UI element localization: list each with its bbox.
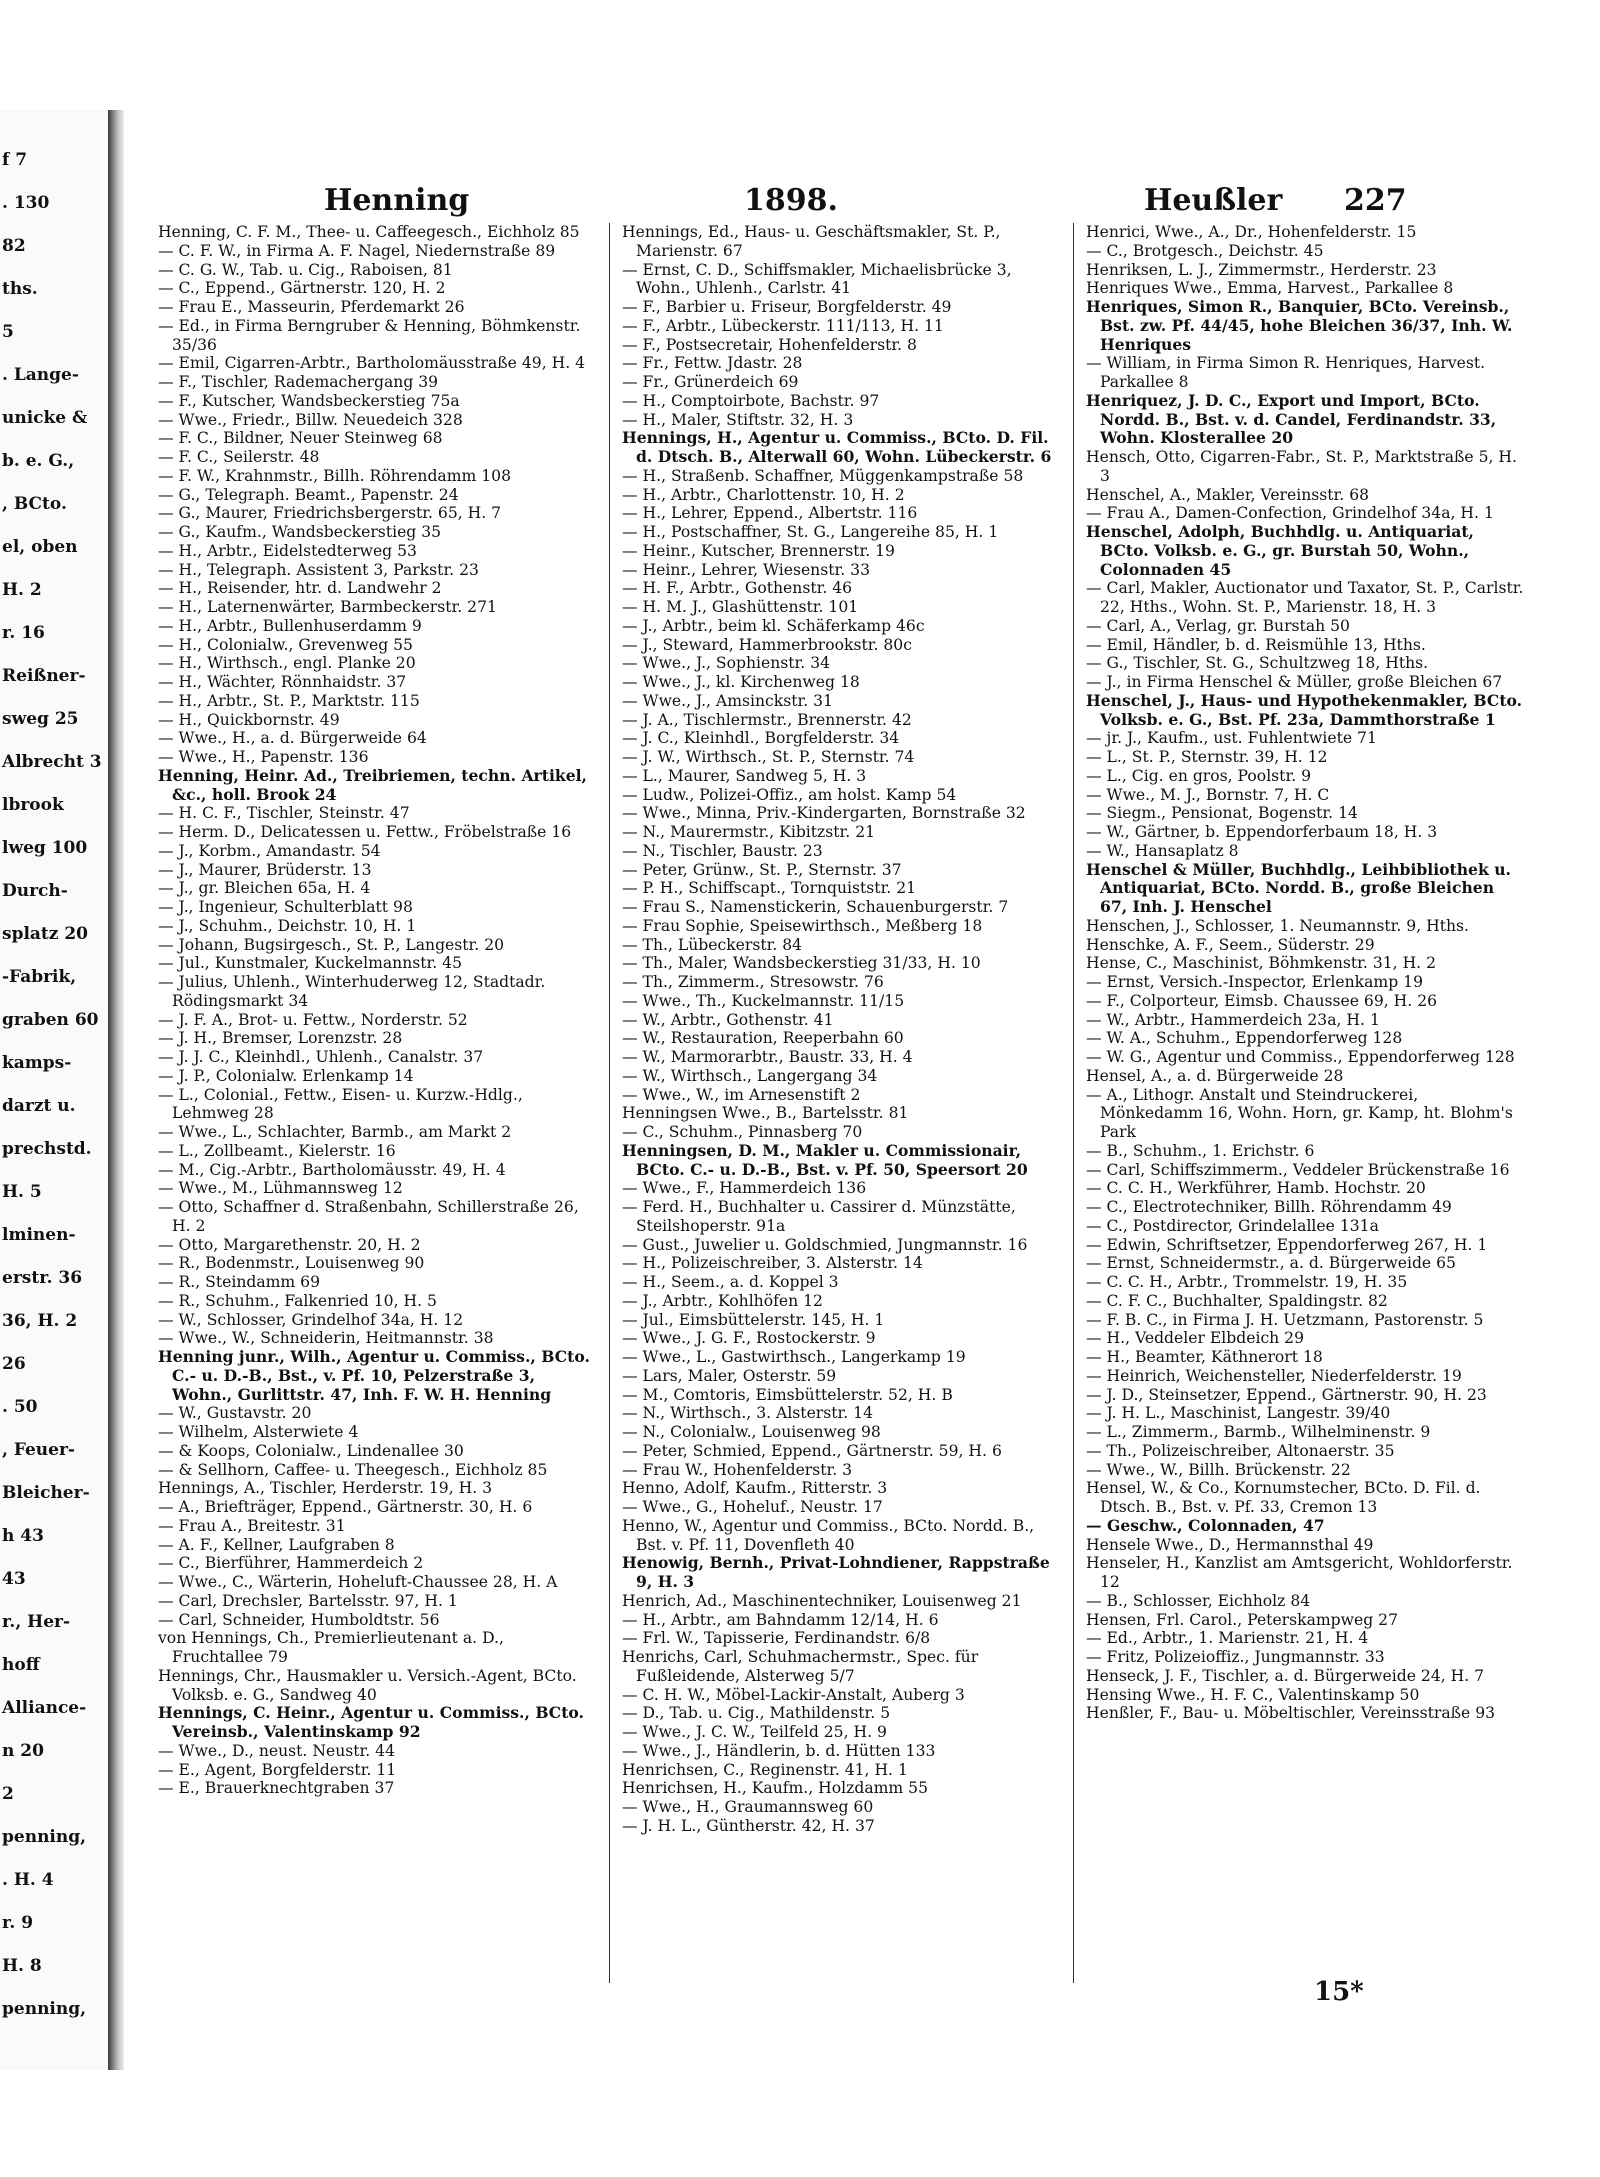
directory-entry: — Frau A., Breitestr. 31 (158, 1516, 346, 1535)
directory-entry: — H., Lehrer, Eppend., Albertstr. 116 (622, 504, 918, 523)
directory-page (124, 125, 1524, 2065)
directory-entry: — Wwe., J. G. F., Rostockerstr. 9 (622, 1329, 876, 1348)
directory-entry: — Carl, Drechsler, Bartelsstr. 97, H. 1 (158, 1591, 458, 1610)
directory-entry: — C., Electrotechniker, Billh. Röhrendamm 49 (1086, 1198, 1452, 1216)
directory-entry: — Wwe., M. J., Bornstr. 7, H. C (1086, 785, 1330, 804)
directory-entry: — J. C., Kleinhdl., Borgfelderstr. 34 (622, 729, 900, 748)
directory-entry: — J., Steward, Hammerbrookstr. 80c (622, 635, 912, 654)
directory-entry: Hensen, Frl. Carol., Peterskampweg 27 (1086, 1610, 1399, 1629)
directory-entry: — Th., Polizeischreiber, Altonaerstr. 35 (1086, 1441, 1395, 1460)
directory-entry: — J., in Firma Henschel & Müller, große Bleichen 67 (1086, 673, 1503, 691)
directory-entry: — Carl, Schiffszimmerm., Veddeler Brückenstraße 16 (1086, 1160, 1510, 1179)
directory-entry: — Carl, A., Verlag, gr. Burstah 50 (1086, 616, 1350, 635)
directory-entry: — J., Schuhm., Deichstr. 10, H. 1 (158, 916, 417, 935)
header-first-name: Henning (324, 183, 470, 218)
directory-entry: Henning, Heinr. Ad., Treibriemen, techn. Artikel, &c., holl. Brook 24 (158, 765, 587, 804)
directory-entry: — F., Postsecretair, Hohenfelderstr. 8 (622, 335, 917, 354)
directory-entry: — L., St. P., Sternstr. 39, H. 12 (1086, 748, 1328, 766)
directory-entry: — F., Colporteur, Eimsb. Chaussee 69, H. 26 (1086, 991, 1438, 1010)
directory-entry: — Wwe., L., Gastwirthsch., Langerkamp 19 (622, 1348, 966, 1366)
directory-entry: — G., Kaufm., Wandsbeckerstieg 35 (158, 523, 442, 541)
column-divider (609, 223, 610, 1983)
directory-entry: Henno, W., Agentur und Commiss., BCto. Nordd. B., Bst. v. Pf. 11, Dovenfleth 40 (622, 1516, 1035, 1554)
previous-page-fragment: splatz 20 (2, 924, 89, 944)
directory-entry: — C., Eppend., Gärtnerstr. 120, H. 2 (158, 279, 446, 298)
directory-entry: — B., Schlosser, Eichholz 84 (1086, 1591, 1311, 1610)
previous-page-fragment: hoff (2, 1655, 40, 1675)
directory-entry: — H., Wächter, Rönnhaidstr. 37 (158, 673, 407, 691)
directory-entry: — W., Wirthsch., Langergang 34 (622, 1066, 878, 1085)
directory-entry: Hensel, W., & Co., Kornumstecher, BCto. D. Fil. d. Dtsch. B., Bst. v. Pf. 33, Cremon 13 (1086, 1479, 1481, 1516)
previous-page-fragment: Durch- (2, 881, 68, 901)
directory-entry: — H., Laternenwärter, Barmbeckerstr. 271 (158, 598, 497, 616)
previous-page-fragment: H. 8 (2, 1956, 42, 1976)
directory-entry: — J., Ingenieur, Schulterblatt 98 (158, 898, 413, 916)
directory-entry: — M., Cig.-Arbtr., Bartholomäusstr. 49, H. 4 (158, 1160, 506, 1179)
directory-entry: Henningsen, D. M., Makler u. Commissionair, BCto. C.- u. D.-B., Bst. v. Pf. 50, Speersort 20 (622, 1140, 1028, 1179)
directory-entry: — Wwe., H., Graumannsweg 60 (622, 1798, 874, 1816)
directory-entry: — J. D., Steinsetzer, Eppend., Gärtnerstr. 90, H. 23 (1086, 1385, 1487, 1404)
directory-entry: — Fritz, Polizeioffiz., Jungmannstr. 33 (1086, 1648, 1385, 1666)
directory-entry: Henschel, J., Haus- und Hypothekenmakler, BCto. Volksb. e. G., Bst. Pf. 23a, Dammthorstraße 1 (1086, 690, 1523, 729)
previous-page-fragment: r. 9 (2, 1913, 34, 1933)
directory-entry: — J. H., Bremser, Lorenzstr. 28 (158, 1029, 403, 1048)
directory-entry: Hennings, C. Heinr., Agentur u. Commiss., BCto. Vereinsb., Valentinskamp 92 (158, 1703, 584, 1741)
directory-entry: — J. P., Colonialw. Erlenkamp 14 (158, 1066, 414, 1085)
previous-page-fragment: Albrecht 3 (2, 752, 102, 772)
directory-entry: — Heinr., Lehrer, Wiesenstr. 33 (622, 560, 870, 579)
directory-entry: — Lars, Maler, Osterstr. 59 (622, 1366, 837, 1385)
previous-page-fragment: darzt u. (2, 1096, 76, 1116)
directory-entry: — Ludw., Polizei-Offiz., am holst. Kamp 54 (622, 785, 957, 804)
previous-page-fragment: h 43 (2, 1526, 44, 1546)
directory-entry: — W., Hansaplatz 8 (1086, 841, 1239, 860)
directory-entry: — Fr., Fettw. Jdastr. 28 (622, 354, 803, 373)
directory-entry: Henrici, Wwe., A., Dr., Hohenfelderstr. 15 (1086, 223, 1417, 241)
directory-entry: — F. C., Seilerstr. 48 (158, 448, 320, 466)
directory-entry: — Wwe., M., Lühmannsweg 12 (158, 1179, 403, 1198)
directory-entry: — Wwe., G., Hoheluf., Neustr. 17 (622, 1498, 883, 1516)
directory-entry: Henßler, F., Bau- u. Möbeltischler, Vereinsstraße 93 (1086, 1704, 1496, 1723)
directory-entry: — jr. J., Kaufm., ust. Fuhlentwiete 71 (1086, 729, 1377, 748)
previous-page-fragment: , Feuer- (2, 1440, 75, 1460)
column-1 (158, 223, 598, 1983)
directory-entry: Henningsen Wwe., B., Bartelsstr. 81 (622, 1104, 909, 1123)
directory-entry: — J. J. C., Kleinhdl., Uhlenh., Canalstr. 37 (158, 1048, 484, 1066)
directory-entry: — L., Zimmerm., Barmb., Wilhelminenstr. 9 (1086, 1423, 1431, 1441)
directory-entry: — E., Agent, Borgfelderstr. 11 (158, 1760, 397, 1779)
directory-entry: — W., Gärtner, b. Eppendorferbaum 18, H. 3 (1086, 823, 1438, 841)
previous-page-fragment: , BCto. (2, 494, 67, 514)
directory-entry: — Wilhelm, Alsterwiete 4 (158, 1423, 359, 1441)
previous-page-fragment: b. e. G., (2, 451, 75, 471)
directory-entry: — Ernst, C. D., Schiffsmakler, Michaelisbrücke 3, Wohn., Uhlenh., Carlstr. 41 (622, 260, 1012, 298)
signature-mark: 15* (1314, 1977, 1364, 2007)
directory-entry: — Carl, Schneider, Humboldtstr. 56 (158, 1610, 440, 1629)
directory-entry: Hennings, Ed., Haus- u. Geschäftsmakler, St. P., Marienstr. 67 (622, 223, 1001, 260)
directory-entry: — Wwe., W., Billh. Brückenstr. 22 (1086, 1460, 1351, 1479)
directory-entry: — Wwe., H., Papenstr. 136 (158, 748, 369, 766)
directory-entry: — F. B. C., in Firma J. H. Uetzmann, Pastorenstr. 5 (1086, 1310, 1484, 1329)
previous-page-fragment: . H. 4 (2, 1870, 54, 1890)
directory-entry: — Frl. W., Tapisserie, Ferdinandstr. 6/8 (622, 1629, 931, 1648)
directory-entry: — Fr., Grünerdeich 69 (622, 373, 799, 391)
directory-entry: von Hennings, Ch., Premierlieutenant a. D., Fruchtallee 79 (158, 1629, 504, 1666)
directory-entry: — F., Barbier u. Friseur, Borgfelderstr. 49 (622, 298, 952, 316)
directory-entry: Henriksen, L. J., Zimmermstr., Herderstr. 23 (1086, 260, 1437, 279)
directory-entry: — F., Tischler, Rademachergang 39 (158, 373, 439, 391)
directory-entry: — C., Postdirector, Grindelallee 131a (1086, 1216, 1379, 1235)
directory-entry: — H. F., Arbtr., Gothenstr. 46 (622, 579, 853, 598)
directory-entry: — Wwe., C., Wärterin, Hoheluft-Chaussee 28, H. A (158, 1573, 558, 1591)
directory-entry: — Th., Maler, Wandsbeckerstieg 31/33, H. 10 (622, 954, 981, 973)
directory-entry: — W., Marmorarbtr., Baustr. 33, H. 4 (622, 1048, 913, 1066)
header-last-name: Heußler (1144, 183, 1283, 218)
column-3 (1086, 223, 1526, 1983)
directory-entry: Henseck, J. F., Tischler, a. d. Bürgerweide 24, H. 7 (1086, 1666, 1485, 1685)
directory-entry: — H., Seem., a. d. Koppel 3 (622, 1273, 839, 1291)
directory-entry: — Peter, Grünw., St. P., Sternstr. 37 (622, 860, 902, 879)
directory-entry: — W., Gustavstr. 20 (158, 1404, 312, 1423)
directory-entry: — Johann, Bugsirgesch., St. P., Langestr. 20 (158, 935, 505, 954)
directory-entry: Hense, C., Maschinist, Böhmkenstr. 31, H. 2 (1086, 954, 1437, 973)
directory-entry: — H., Straßenb. Schaffner, Müggenkampstraße 58 (622, 466, 1024, 485)
previous-page-fragment: kamps- (2, 1053, 72, 1073)
directory-entry: — Julius, Uhlenh., Winterhuderweg 12, Stadtadr. Rödingsmarkt 34 (158, 973, 546, 1010)
directory-entry: — Herm. D., Delicatessen u. Fettw., Fröbelstraße 16 (158, 823, 572, 841)
directory-entry: — Wwe., L., Schlachter, Barmb., am Markt 2 (158, 1123, 512, 1141)
previous-page-fragment: lweg 100 (2, 838, 88, 858)
book-gutter (108, 110, 124, 2070)
directory-entry: — H., Arbtr., St. P., Marktstr. 115 (158, 691, 420, 710)
directory-entry: — W., Arbtr., Hammerdeich 23a, H. 1 (1086, 1010, 1380, 1029)
directory-entry: — H., Wirthsch., engl. Planke 20 (158, 654, 416, 673)
directory-entry: — Otto, Schaffner d. Straßenbahn, Schillerstraße 26, H. 2 (158, 1198, 579, 1235)
previous-page-fragment: prechstd. (2, 1139, 92, 1159)
directory-entry: — J., Arbtr., Kohlhöfen 12 (622, 1291, 823, 1310)
directory-entry: — J. H. L., Güntherstr. 42, H. 37 (622, 1816, 875, 1835)
directory-entry: — Frau W., Hohenfelderstr. 3 (622, 1460, 853, 1479)
directory-entry: Henschel & Müller, Buchhdlg., Leihbibliothek u. Antiquariat, BCto. Nordd. B., große Bleichen 67, Inh. J. Henschel (1086, 859, 1511, 916)
directory-entry: — J., Korbm., Amandastr. 54 (158, 841, 381, 860)
directory-entry: Hennings, Chr., Hausmakler u. Versich.-Agent, BCto. Volksb. e. G., Sandweg 40 (158, 1666, 577, 1704)
previous-page-fragment: 43 (2, 1569, 26, 1589)
directory-entry: — F., Kutscher, Wandsbeckerstieg 75a (158, 391, 460, 410)
directory-entry: — Heinrich, Weichensteller, Niederfelderstr. 19 (1086, 1366, 1462, 1385)
previous-page-fragment: erstr. 36 (2, 1268, 83, 1288)
directory-entry: — N., Maurermstr., Kibitzstr. 21 (622, 823, 876, 841)
previous-page-fragment: lbrook (2, 795, 64, 815)
directory-entry: Henning junr., Wilh., Agentur u. Commiss., BCto. C.- u. D.-B., Bst., v. Pf. 10, Pelzerstraße 3, Wohn., Gurlittstr. 47, Inh. F. W. H. Henning (158, 1347, 590, 1404)
directory-entry: Henschke, A. F., Seem., Süderstr. 29 (1086, 935, 1375, 954)
directory-entry: — Wwe., J., Sophienstr. 34 (622, 654, 831, 673)
directory-entry: — Frau E., Masseurin, Pferdemarkt 26 (158, 298, 465, 316)
directory-entry: — J., gr. Bleichen 65a, H. 4 (158, 879, 371, 898)
directory-entry: — Edwin, Schriftsetzer, Eppendorferweg 267, H. 1 (1086, 1235, 1488, 1254)
directory-entry: — W. A., Schuhm., Eppendorferweg 128 (1086, 1029, 1403, 1048)
previous-page-fragment: ths. (2, 279, 38, 299)
directory-entry: — H., Arbtr., Eidelstedterweg 53 (158, 541, 417, 560)
previous-page-fragment: 82 (2, 236, 26, 256)
directory-entry: — Wwe., W., Schneiderin, Heitmannstr. 38 (158, 1329, 494, 1348)
previous-page-fragment: lminen- (2, 1225, 76, 1245)
previous-page-fragment: 26 (2, 1354, 26, 1374)
directory-entry: — G., Maurer, Friedrichsbergerstr. 65, H. 7 (158, 504, 502, 523)
directory-entry: — Wwe., Minna, Priv.-Kindergarten, Bornstraße 32 (622, 804, 1026, 823)
directory-entry: — A., Briefträger, Eppend., Gärtnerstr. 30, H. 6 (158, 1498, 533, 1516)
directory-entry: — Th., Lübeckerstr. 84 (622, 935, 803, 954)
directory-entry: — L., Cig. en gros, Poolstr. 9 (1086, 766, 1312, 785)
directory-entry: — J. W., Wirthsch., St. P., Sternstr. 74 (622, 748, 915, 766)
directory-entry: Henno, Adolf, Kaufm., Ritterstr. 3 (622, 1479, 888, 1498)
directory-entry: — H., Maler, Stiftstr. 32, H. 3 (622, 410, 854, 429)
directory-entry: — C. F. C., Buchhalter, Spaldingstr. 82 (1086, 1291, 1388, 1310)
directory-entry: — & Koops, Colonialw., Lindenallee 30 (158, 1441, 464, 1460)
directory-entry: — Peter, Schmied, Eppend., Gärtnerstr. 59, H. 6 (622, 1441, 1002, 1460)
previous-page-fragment: graben 60 (2, 1010, 99, 1030)
directory-entry: — H. C. F., Tischler, Steinstr. 47 (158, 804, 410, 823)
directory-entry: — J., Arbtr., beim kl. Schäferkamp 46c (622, 616, 925, 635)
directory-entry: Hensel, A., a. d. Bürgerweide 28 (1086, 1066, 1344, 1085)
directory-entry: — J. A., Tischlermstr., Brennerstr. 42 (622, 710, 912, 729)
directory-entry: — A., Lithogr. Anstalt und Steindruckerei, Mönkedamm 16, Wohn. Horn, gr. Kamp, ht. Blohm's Park (1086, 1085, 1513, 1141)
directory-entry: — Wwe., J., Amsinckstr. 31 (622, 691, 833, 710)
directory-entry: — Frau S., Namenstickerin, Schauenburgerstr. 7 (622, 898, 1009, 916)
directory-entry: Henschel, A., Makler, Vereinsstr. 68 (1086, 485, 1370, 504)
directory-entry: — Wwe., W., im Arnesenstift 2 (622, 1085, 861, 1104)
directory-entry: — Ferd. H., Buchhalter u. Cassirer d. Münzstätte, Steilshoperstr. 91a (622, 1198, 1016, 1235)
previous-page-fragment: Reißner- (2, 666, 86, 686)
directory-entry: — C., Brotgesch., Deichstr. 45 (1086, 241, 1324, 260)
directory-entry: Henrichsen, H., Kaufm., Holzdamm 55 (622, 1779, 929, 1798)
previous-page-fragment: unicke & (2, 408, 88, 428)
directory-entry: — Wwe., J., Händlerin, b. d. Hütten 133 (622, 1741, 936, 1760)
previous-page-fragment: 5 (2, 322, 14, 342)
directory-entry: Henrichs, Carl, Schuhmachermstr., Spec. für Fußleidende, Alsterweg 5/7 (622, 1648, 979, 1685)
directory-entry: — R., Schuhm., Falkenried 10, H. 5 (158, 1291, 437, 1310)
directory-entry: — L., Zollbeamt., Kielerstr. 16 (158, 1141, 396, 1160)
directory-entry: — F. W., Krahnmstr., Billh. Röhrendamm 108 (158, 466, 512, 485)
previous-page-fragment: r. 16 (2, 623, 45, 643)
directory-entry: — J. H. L., Maschinist, Langestr. 39/40 (1086, 1404, 1391, 1423)
directory-entry: — C. C. H., Werkführer, Hamb. Hochstr. 20 (1086, 1179, 1426, 1198)
directory-entry: Hensele Wwe., D., Hermannsthal 49 (1086, 1535, 1374, 1554)
directory-entry: — Wwe., Friedr., Billw. Neuedeich 328 (158, 410, 463, 429)
directory-entry: — Otto, Margarethenstr. 20, H. 2 (158, 1235, 421, 1254)
previous-page-fragment: 36, H. 2 (2, 1311, 78, 1331)
directory-entry: — Geschw., Colonnaden, 47 (1086, 1515, 1325, 1535)
directory-entry: — Wwe., J., kl. Kirchenweg 18 (622, 673, 860, 691)
previous-page-fragment: el, oben (2, 537, 78, 557)
directory-entry: — Ed., in Firma Berngruber & Henning, Böhmkenstr. 35/36 (158, 316, 581, 354)
directory-entry: — L., Colonial., Fettw., Eisen- u. Kurzw.-Hdlg., Lehmweg 28 (158, 1085, 523, 1123)
directory-entry: — H., Postschaffner, St. G., Langereihe 85, H. 1 (622, 523, 999, 541)
previous-page-fragment: n 20 (2, 1741, 44, 1761)
directory-entry: — W., Restauration, Reeperbahn 60 (622, 1029, 904, 1048)
directory-entry: — H., Colonialw., Grevenweg 55 (158, 635, 413, 654)
directory-entry: — H., Telegraph. Assistent 3, Parkstr. 23 (158, 560, 479, 579)
directory-entry: — H., Beamter, Käthnerort 18 (1086, 1348, 1323, 1366)
previous-page-fragment: 2 (2, 1784, 14, 1804)
directory-entry: Henowig, Bernh., Privat-Lohndiener, Rappstraße 9, H. 3 (622, 1553, 1050, 1591)
directory-entry: — H., Reisender, htr. d. Landwehr 2 (158, 579, 442, 598)
previous-page-fragment: . 130 (2, 193, 50, 213)
directory-entry: — Wwe., Th., Kuckelmannstr. 11/15 (622, 991, 905, 1010)
directory-entry: Henschel, Adolph, Buchhdlg. u. Antiquariat, BCto. Volksb. e. G., gr. Burstah 50, Wohn., Colonnaden 45 (1086, 522, 1474, 579)
directory-entry: — C., Schuhm., Pinnasberg 70 (622, 1123, 863, 1141)
directory-entry: Henrich, Ad., Maschinentechniker, Louisenweg 21 (622, 1591, 1022, 1610)
directory-entry: Henriques, Simon R., Banquier, BCto. Vereinsb., Bst. zw. Pf. 44/45, hohe Bleichen 36/37, Inh. W. Henriques (1086, 297, 1513, 354)
previous-page-fragment: penning, (2, 1999, 87, 2019)
directory-entry: Henning, C. F. M., Thee- u. Caffeegesch., Eichholz 85 (158, 223, 580, 241)
directory-entry: — D., Tab. u. Cig., Mathildenstr. 5 (622, 1704, 891, 1723)
directory-entry: — C. G. W., Tab. u. Cig., Raboisen, 81 (158, 260, 453, 279)
directory-entry: Henschen, J., Schlosser, 1. Neumannstr. 9, Hths. (1086, 916, 1470, 935)
directory-entry: — H., Arbtr., Bullenhuserdamm 9 (158, 616, 422, 635)
directory-entry: — Emil, Händler, b. d. Reismühle 13, Hths. (1086, 635, 1426, 654)
directory-entry: — Gust., Juwelier u. Goldschmied, Jungmannstr. 16 (622, 1235, 1028, 1254)
previous-page-fragment: . Lange- (2, 365, 79, 385)
previous-page-fragment: penning, (2, 1827, 87, 1847)
directory-entry: — B., Schuhm., 1. Erichstr. 6 (1086, 1141, 1315, 1160)
directory-entry: — H., Veddeler Elbdeich 29 (1086, 1329, 1305, 1348)
directory-entry: — Wwe., F., Hammerdeich 136 (622, 1179, 867, 1198)
directory-entry: — Jul., Kunstmaler, Kuckelmannstr. 45 (158, 954, 463, 973)
directory-entry: — & Sellhorn, Caffee- u. Theegesch., Eichholz 85 (158, 1460, 548, 1479)
directory-entry: — Frau A., Damen-Confection, Grindelhof 34a, H. 1 (1086, 504, 1494, 523)
column-divider (1073, 223, 1074, 1983)
previous-page-edge (0, 110, 110, 2070)
directory-entry: — Ernst, Versich.-Inspector, Erlenkamp 19 (1086, 973, 1423, 991)
directory-entry: — H. M. J., Glashüttenstr. 101 (622, 598, 859, 616)
directory-entry: — Wwe., J. C. W., Teilfeld 25, H. 9 (622, 1723, 887, 1741)
previous-page-fragment: r., Her- (2, 1612, 71, 1632)
directory-entry: — A. F., Kellner, Laufgraben 8 (158, 1535, 395, 1554)
directory-entry: — Wwe., D., neust. Neustr. 44 (158, 1741, 396, 1760)
directory-entry: — G., Telegraph. Beamt., Papenstr. 24 (158, 485, 459, 504)
previous-page-fragment: H. 5 (2, 1182, 42, 1202)
directory-entry: — Heinr., Kutscher, Brennerstr. 19 (622, 541, 895, 560)
directory-entry: — R., Steindamm 69 (158, 1273, 321, 1291)
directory-entry: Henseler, H., Kanzlist am Amtsgericht, Wohldorferstr. 12 (1086, 1554, 1513, 1591)
page-number: 227 (1344, 183, 1407, 218)
directory-entry: — N., Colonialw., Louisenweg 98 (622, 1423, 881, 1441)
directory-entry: — N., Tischler, Baustr. 23 (622, 841, 823, 860)
directory-entry: — C., Bierführer, Hammerdeich 2 (158, 1554, 424, 1573)
directory-entry: — Frau Sophie, Speisewirthsch., Meßberg 18 (622, 916, 983, 935)
directory-entry: Hennings, H., Agentur u. Commiss., BCto. D. Fil. d. Dtsch. B., Alterwall 60, Wohn. Lübeckerstr. 6 (622, 428, 1052, 466)
directory-entry: — C. H. W., Möbel-Lackir-Anstalt, Auberg 3 (622, 1685, 965, 1704)
directory-entry: — J. F. A., Brot- u. Fettw., Norderstr. 52 (158, 1010, 468, 1029)
previous-page-fragment: H. 2 (2, 580, 42, 600)
directory-entry: — L., Maurer, Sandweg 5, H. 3 (622, 766, 867, 785)
page-header (124, 183, 1484, 217)
directory-entry: — M., Comtoris, Eimsbüttelerstr. 52, H. B (622, 1385, 953, 1404)
directory-entry: — F., Arbtr., Lübeckerstr. 111/113, H. 11 (622, 316, 944, 335)
directory-entry: — G., Tischler, St. G., Schultzweg 18, Hths. (1086, 654, 1429, 673)
previous-page-fragment: sweg 25 (2, 709, 79, 729)
directory-entry: — H., Arbtr., Charlottenstr. 10, H. 2 (622, 485, 905, 504)
directory-entry: — W. G., Agentur und Commiss., Eppendorferweg 128 (1086, 1048, 1515, 1066)
directory-entry: — H., Arbtr., am Bahndamm 12/14, H. 6 (622, 1610, 939, 1629)
directory-entry: — H., Polizeischreiber, 3. Alsterstr. 14 (622, 1254, 923, 1273)
directory-entry: — N., Wirthsch., 3. Alsterstr. 14 (622, 1404, 874, 1423)
header-year: 1898. (744, 183, 838, 218)
directory-entry: Henriques Wwe., Emma, Harvest., Parkallee 8 (1086, 279, 1454, 298)
previous-page-fragment: f 7 (2, 150, 28, 170)
directory-entry: — Carl, Makler, Auctionator und Taxator, St. P., Carlstr. 22, Hths., Wohn. St. P., Marienstr. 18, H. 3 (1086, 579, 1524, 616)
directory-entry: — W., Schlosser, Grindelhof 34a, H. 12 (158, 1310, 464, 1329)
previous-page-fragment: . 50 (2, 1397, 38, 1417)
directory-entry: — J., Maurer, Brüderstr. 13 (158, 860, 372, 879)
directory-entry: — E., Brauerknechtgraben 37 (158, 1779, 395, 1798)
directory-entry: — Siegm., Pensionat, Bogenstr. 14 (1086, 804, 1358, 823)
directory-entry: — Ernst, Schneidermstr., a. d. Bürgerweide 65 (1086, 1254, 1456, 1273)
directory-entry: Hensch, Otto, Cigarren-Fabr., St. P., Marktstraße 5, H. 3 (1086, 448, 1517, 485)
directory-entry: Hennings, A., Tischler, Herderstr. 19, H. 3 (158, 1479, 493, 1498)
directory-entry: Hensing Wwe., H. F. C., Valentinskamp 50 (1086, 1685, 1420, 1704)
directory-entry: — C. F. W., in Firma A. F. Nagel, Niedernstraße 89 (158, 241, 556, 260)
directory-entry: — H., Comptoirbote, Bachstr. 97 (622, 391, 880, 410)
directory-entry: — William, in Firma Simon R. Henriques, Harvest. Parkallee 8 (1086, 354, 1486, 391)
directory-entry: — R., Bodenmstr., Louisenweg 90 (158, 1254, 425, 1273)
directory-entry: — F. C., Bildner, Neuer Steinweg 68 (158, 429, 443, 448)
column-2 (622, 223, 1062, 1983)
directory-entry: Henriquez, J. D. C., Export und Import, BCto. Nordd. B., Bst. v. d. Candel, Ferdinandstr. 33, Wohn. Klosterallee 20 (1086, 390, 1497, 448)
directory-entry: — Th., Zimmerm., Stresowstr. 76 (622, 973, 884, 991)
directory-entry: Henrichsen, C., Reginenstr. 41, H. 1 (622, 1760, 908, 1779)
previous-page-fragment: Bleicher- (2, 1483, 90, 1503)
directory-entry: — Ed., Arbtr., 1. Marienstr. 21, H. 4 (1086, 1629, 1369, 1648)
previous-page-fragment: -Fabrik, (2, 967, 77, 987)
directory-entry: — Jul., Eimsbüttelerstr. 145, H. 1 (622, 1310, 885, 1329)
previous-page-fragment: Alliance- (2, 1698, 87, 1718)
directory-entry: — Wwe., H., a. d. Bürgerweide 64 (158, 729, 427, 748)
directory-entry: — W., Arbtr., Gothenstr. 41 (622, 1010, 834, 1029)
directory-entry: — P. H., Schiffscapt., Tornquiststr. 21 (622, 879, 917, 898)
directory-entry: — Emil, Cigarren-Arbtr., Bartholomäusstraße 49, H. 4 (158, 354, 586, 373)
directory-entry: — C. C. H., Arbtr., Trommelstr. 19, H. 35 (1086, 1273, 1408, 1291)
directory-entry: — H., Quickbornstr. 49 (158, 710, 340, 729)
